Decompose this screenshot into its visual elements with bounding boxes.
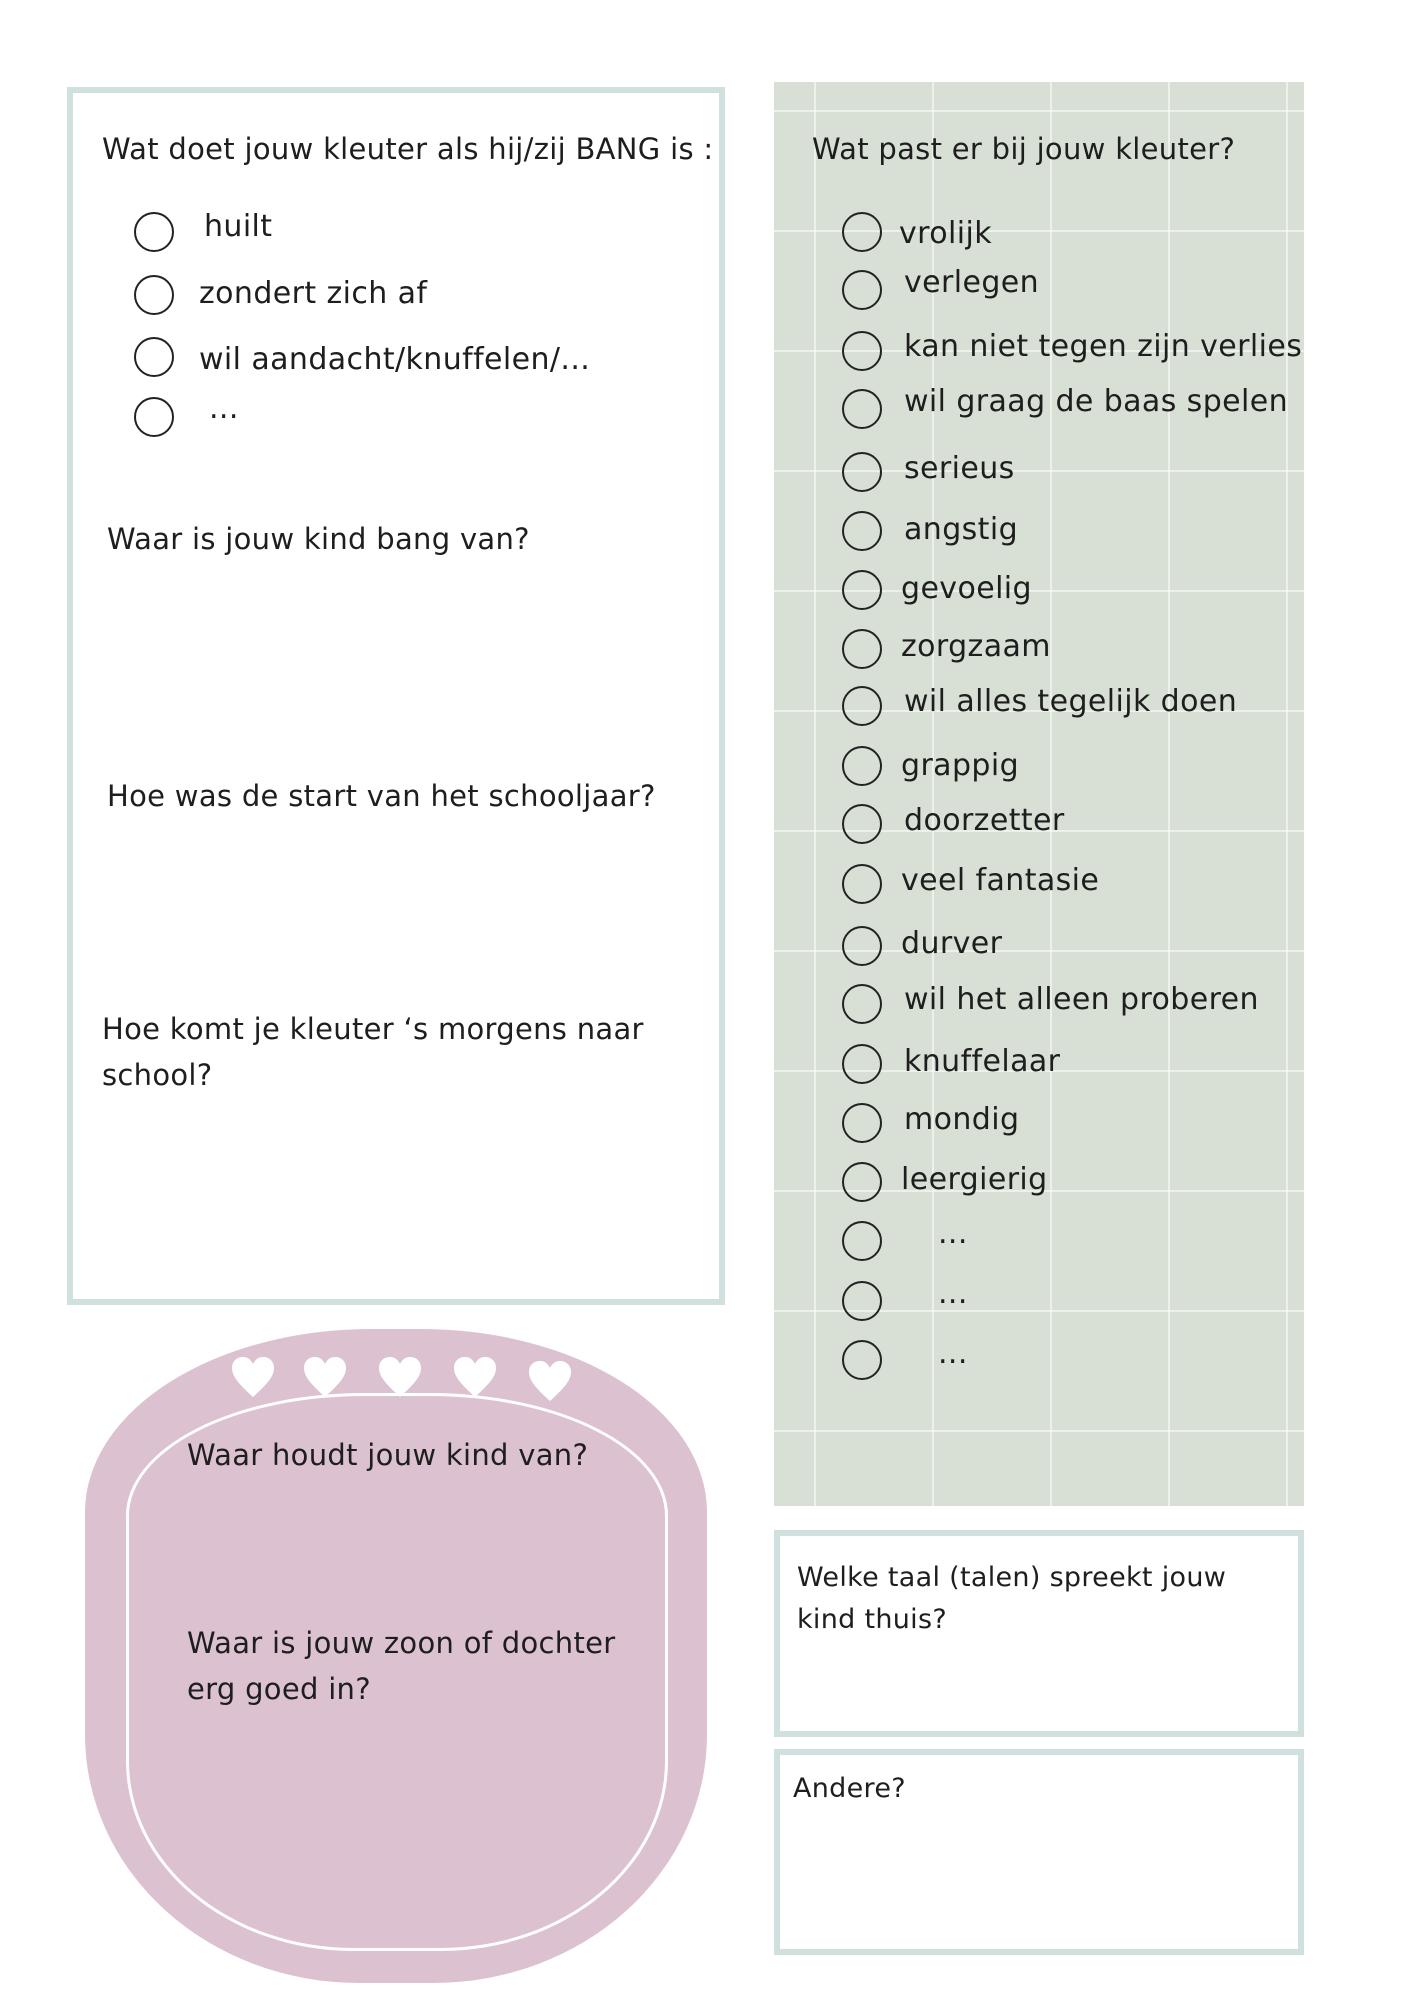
language-question-line1: Welke taal (talen) spreekt jouw: [797, 1562, 1227, 1593]
option-label: huilt: [204, 209, 273, 244]
option-label: ...: [209, 391, 239, 426]
good-at-question-line2: erg goed in?: [187, 1672, 371, 1706]
trait-label: wil alles tegelijk doen: [904, 684, 1238, 719]
trait-radio[interactable]: [842, 926, 882, 966]
radio-wil-aandacht[interactable]: [134, 337, 174, 377]
trait-radio[interactable]: [842, 686, 882, 726]
trait-label: ...: [938, 1216, 968, 1251]
trait-label: serieus: [904, 451, 1015, 486]
heart-icon: [377, 1355, 423, 1401]
trait-label: mondig: [904, 1102, 1020, 1137]
trait-radio[interactable]: [842, 270, 882, 310]
trait-radio[interactable]: [842, 389, 882, 429]
trait-label: kan niet tegen zijn verlies: [904, 329, 1303, 364]
option-label: zondert zich af: [199, 276, 428, 311]
trait-radio[interactable]: [842, 1044, 882, 1084]
trait-radio[interactable]: [842, 804, 882, 844]
trait-radio[interactable]: [842, 511, 882, 551]
bang-question: Wat doet jouw kleuter als hij/zij BANG is :: [102, 132, 714, 166]
trait-label: ...: [938, 1336, 968, 1371]
trait-radio[interactable]: [842, 331, 882, 371]
trait-label: grappig: [901, 748, 1020, 783]
trait-label: vrolijk: [899, 216, 992, 251]
trait-label: zorgzaam: [901, 629, 1051, 664]
afraid-question: Waar is jouw kind bang van?: [107, 522, 530, 556]
trait-label: leergierig: [901, 1162, 1048, 1197]
traits-title: Wat past er bij jouw kleuter?: [812, 132, 1236, 166]
trait-radio[interactable]: [842, 1103, 882, 1143]
trait-label: knuffelaar: [904, 1044, 1061, 1079]
trait-radio[interactable]: [842, 864, 882, 904]
trait-label: gevoelig: [901, 571, 1032, 606]
trait-radio[interactable]: [842, 570, 882, 610]
start-question: Hoe was de start van het schooljaar?: [107, 779, 656, 813]
trait-radio[interactable]: [842, 1162, 882, 1202]
trait-radio[interactable]: [842, 452, 882, 492]
language-question-line2: kind thuis?: [797, 1604, 947, 1635]
heart-icon: [452, 1355, 498, 1401]
morning-question-line1: Hoe komt je kleuter ‘s morgens naar: [102, 1012, 644, 1046]
trait-label: ...: [938, 1276, 968, 1311]
heart-icon: [230, 1355, 276, 1401]
likes-question: Waar houdt jouw kind van?: [187, 1438, 589, 1472]
trait-label: veel fantasie: [901, 863, 1100, 898]
bang-section-frame: [67, 87, 725, 1305]
good-at-question-line1: Waar is jouw zoon of dochter: [187, 1626, 616, 1660]
trait-radio[interactable]: [842, 746, 882, 786]
heart-icon: [302, 1355, 348, 1401]
morning-question-line2: school?: [102, 1058, 213, 1092]
trait-label: verlegen: [904, 265, 1040, 300]
radio-zondert-zich-af[interactable]: [134, 275, 174, 315]
trait-radio[interactable]: [842, 1340, 882, 1380]
trait-radio[interactable]: [842, 1221, 882, 1261]
radio-huilt[interactable]: [134, 212, 174, 252]
trait-label: durver: [901, 926, 1003, 961]
radio-other[interactable]: [134, 397, 174, 437]
trait-radio[interactable]: [842, 629, 882, 669]
trait-label: doorzetter: [904, 803, 1065, 838]
trait-radio[interactable]: [842, 212, 882, 252]
trait-radio[interactable]: [842, 1281, 882, 1321]
heart-icon: [527, 1359, 573, 1405]
trait-label: wil graag de baas spelen: [904, 384, 1289, 419]
trait-label: wil het alleen proberen: [904, 982, 1259, 1017]
trait-label: angstig: [904, 512, 1019, 547]
other-label: Andere?: [793, 1773, 906, 1804]
option-label: wil aandacht/knuffelen/...: [199, 342, 591, 377]
trait-radio[interactable]: [842, 984, 882, 1024]
